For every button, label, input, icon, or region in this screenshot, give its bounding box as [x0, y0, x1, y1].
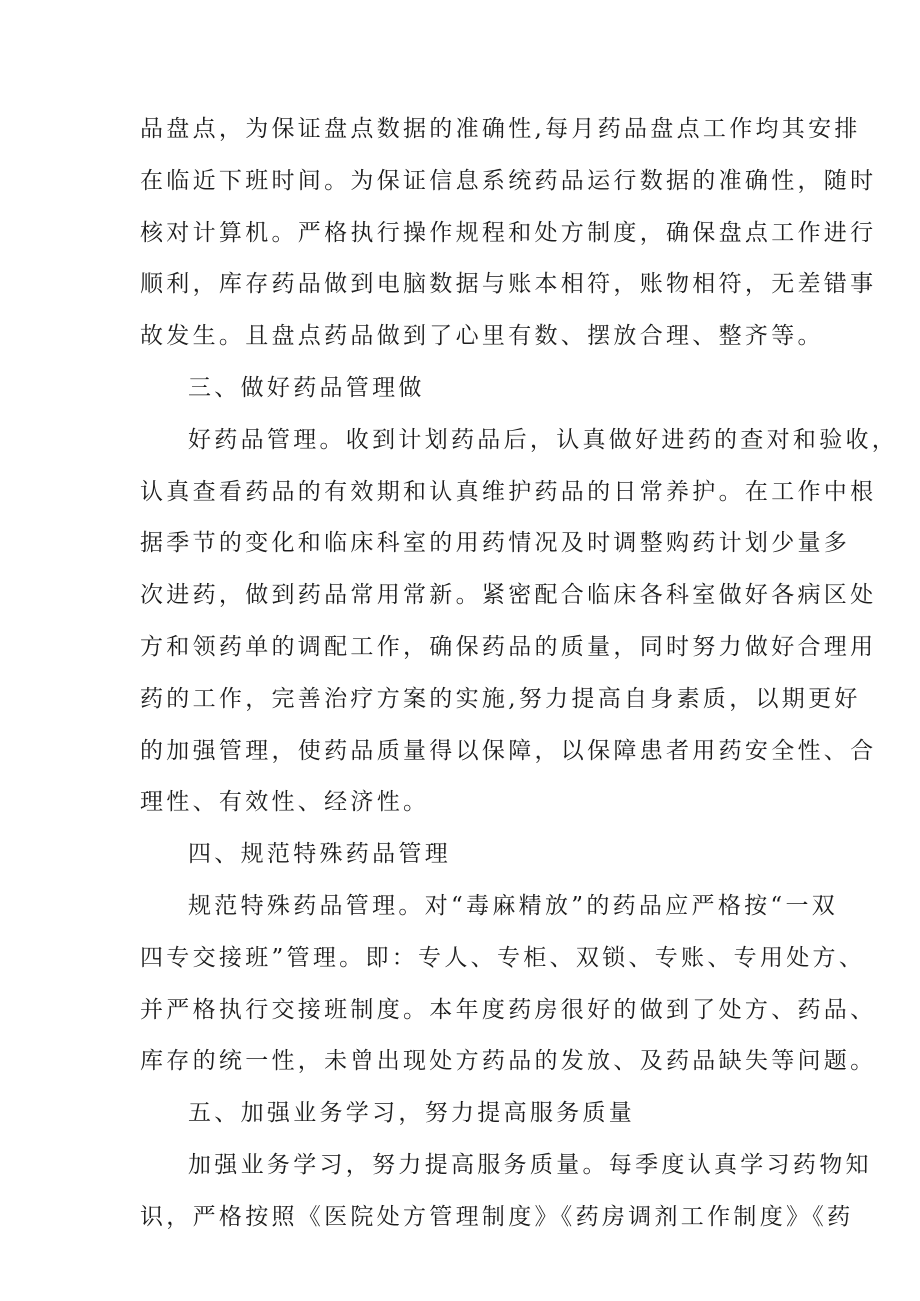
text-line: 故发生。且盘点药品做到了心里有数、摆放合理、整齐等。 [140, 323, 824, 350]
text-line: 核对计算机。严格执行操作规程和处方制度，确保盘点工作进行 [140, 219, 877, 246]
text-line: 药的工作，完善治疗方案的实施,努力提高自身素质，以期更好 [140, 685, 861, 712]
text-line: 次进药，做到药品常用常新。紧密配合临床各科室做好各病区处 [140, 582, 877, 609]
text-line: 顺利，库存药品做到电脑数据与账本相符，账物相符，无差错事 [140, 271, 877, 298]
text-line: 识，严格按照《医院处方管理制度》《药房调剂工作制度》《药 [140, 1203, 854, 1230]
section-heading: 三、做好药品管理做 [188, 374, 425, 401]
text-line: 在临近下班时间。为保证信息系统药品运行数据的准确性，随时 [140, 167, 877, 194]
text-line: 品盘点，为保证盘点数据的准确性,每月药品盘点工作均其安排 [140, 116, 861, 142]
section-heading: 四、规范特殊药品管理 [188, 841, 451, 868]
text-line: 认真查看药品的有效期和认真维护药品的日常养护。在工作中根 [140, 478, 877, 505]
text-line: 四专交接班”管理。即：专人、专柜、双锁、专账、专用处方、 [140, 944, 866, 971]
text-line: 的加强管理，使药品质量得以保障，以保障患者用药安全性、合 [140, 737, 877, 764]
text-line: 方和领药单的调配工作，确保药品的质量，同时努力做好合理用 [140, 633, 877, 660]
text-line: 库存的统一性，未曾出现处方药品的发放、及药品缺失等问题。 [140, 1048, 877, 1075]
text-line: 据季节的变化和临床科室的用药情况及时调整购药计划少量多 [140, 530, 851, 557]
text-line: 好药品管理。收到计划药品后，认真做好进药的查对和验收， [188, 426, 899, 453]
text-line: 加强业务学习，努力提高服务质量。每季度认真学习药物知 [188, 1151, 872, 1178]
section-heading: 五、加强业务学习，努力提高服务质量 [188, 1100, 636, 1127]
text-line: 理性、有效性、经济性。 [140, 789, 430, 816]
text-line: 并严格执行交接班制度。本年度药房很好的做到了处方、药品、 [140, 996, 877, 1023]
document-body [140, 109, 899, 1249]
text-line: 规范特殊药品管理。对“毒麻精放”的药品应严格按“一双 [188, 892, 839, 919]
